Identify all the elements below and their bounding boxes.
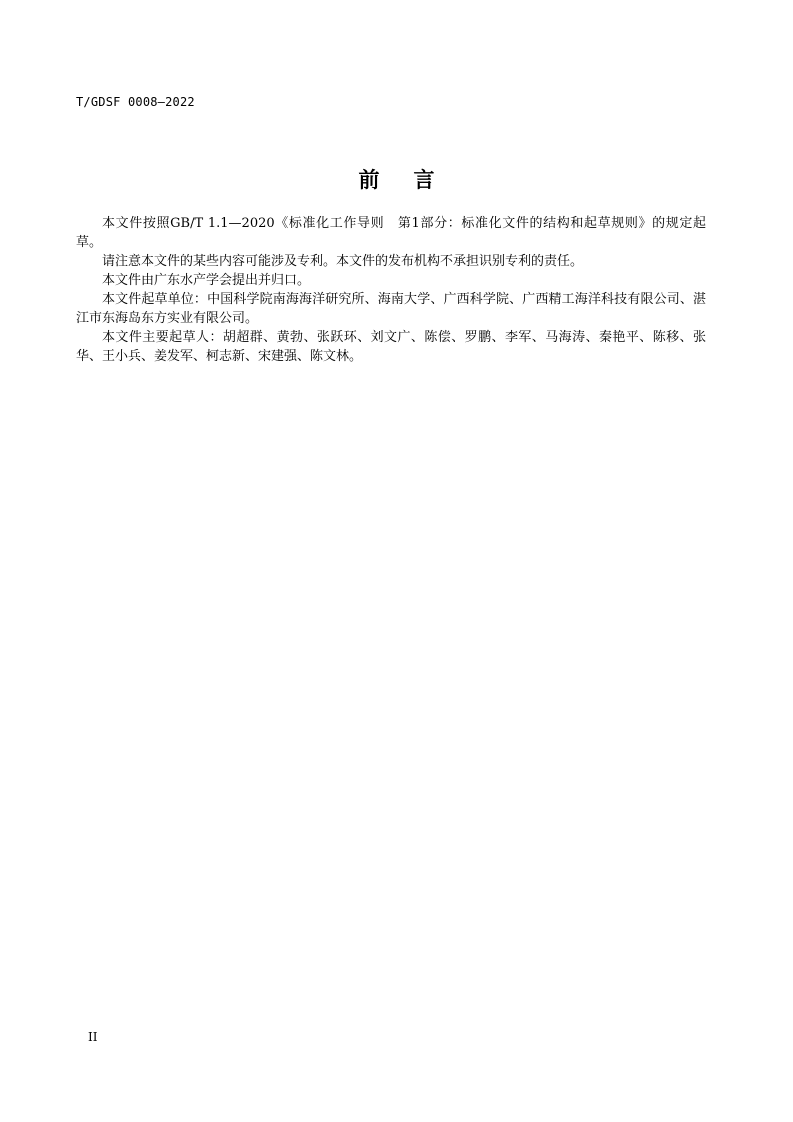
paragraph-patent-notice: 请注意本文件的某些内容可能涉及专利。本文件的发布机构不承担识别专利的责任。	[102, 254, 584, 269]
paragraph-drafting-units: 本文件起草单位：中国科学院南海海洋研究所、海南大学、广西科学院、广西精工海洋科技有限公司、湛江市东海岛东方实业有限公司。	[76, 292, 706, 326]
page-number: II	[88, 1030, 98, 1044]
preface-body	[76, 214, 706, 366]
paragraph-proposer: 本文件由广东水产学会提出并归口。	[102, 273, 311, 288]
paragraph-drafters: 本文件主要起草人：胡超群、黄勃、张跃环、刘文广、陈偿、罗鹏、李军、马海涛、秦艳平、陈移、张华、王小兵、姜发军、柯志新、宋建强、陈文林。	[76, 330, 706, 364]
paragraph-drafting-rules: 本文件按照GB/T 1.1—2020《标准化工作导则 第1部分：标准化文件的结构和起草规则》的规定起草。	[76, 216, 706, 250]
document-code: T/GDSF 0008—2022	[76, 95, 195, 109]
page-title: 前言	[358, 168, 469, 192]
